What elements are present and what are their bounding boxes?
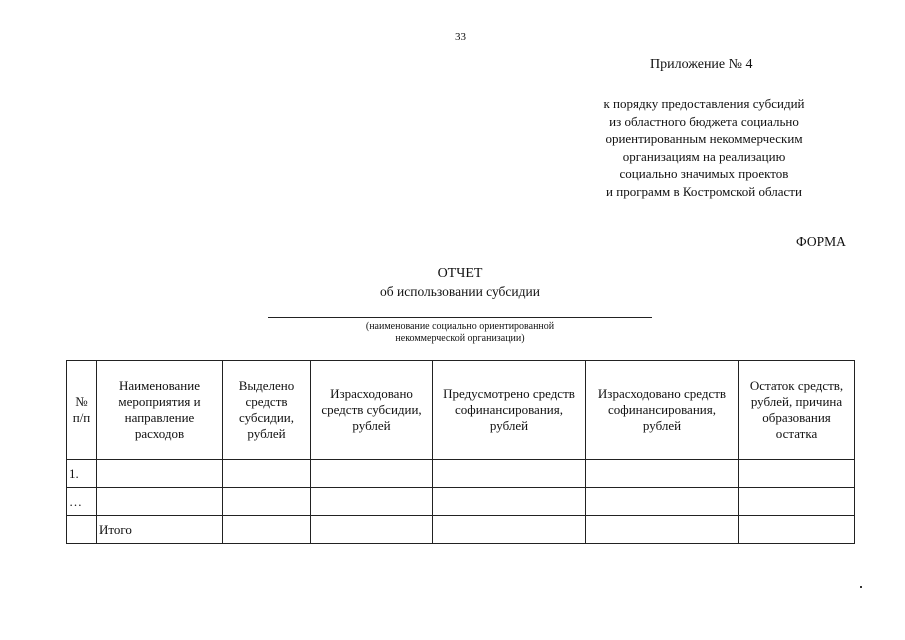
header-planned-cofinancing: Предусмотрено средств софинансирования, рублей bbox=[433, 361, 586, 460]
table-cell[interactable] bbox=[223, 516, 311, 544]
org-name-caption-line: некоммерческой организации) bbox=[395, 333, 525, 344]
appendix-subtitle-line: социально значимых проектов bbox=[619, 166, 789, 181]
appendix-subtitle-line: организациям на реализацию bbox=[622, 148, 786, 164]
header-number: № п/п bbox=[67, 361, 97, 460]
table-row-total bbox=[67, 516, 855, 544]
table-header-row bbox=[67, 361, 855, 460]
page-number: 33 bbox=[455, 31, 466, 43]
scan-speck bbox=[860, 586, 862, 588]
report-table bbox=[66, 360, 855, 544]
appendix-subtitle bbox=[586, 95, 822, 200]
table-cell[interactable] bbox=[433, 488, 586, 516]
table-cell[interactable] bbox=[97, 460, 223, 488]
table-cell[interactable] bbox=[433, 460, 586, 488]
header-remaining-balance: Остаток средств, рублей, причина образования остатка bbox=[739, 361, 855, 460]
report-title: ОТЧЕТ bbox=[437, 266, 483, 281]
table-cell[interactable] bbox=[223, 460, 311, 488]
org-name-fill-line[interactable] bbox=[268, 317, 652, 318]
table-cell[interactable] bbox=[433, 516, 586, 544]
table-cell[interactable] bbox=[311, 460, 433, 488]
table-cell[interactable] bbox=[586, 516, 739, 544]
table-cell[interactable] bbox=[586, 460, 739, 488]
table-row bbox=[67, 460, 855, 488]
appendix-subtitle-line: из областного бюджета социально bbox=[609, 113, 799, 129]
org-name-caption-line: (наименование социально ориентированной bbox=[365, 321, 555, 332]
table-cell: 1. bbox=[67, 460, 97, 488]
org-name-caption bbox=[320, 321, 600, 345]
header-spent-cofinancing: Израсходовано средств софинансирования, рублей bbox=[586, 361, 739, 460]
total-label: Итого bbox=[97, 516, 223, 544]
header-allocated-subsidy: Выделено средств субсидии, рублей bbox=[223, 361, 311, 460]
table-cell[interactable] bbox=[739, 488, 855, 516]
report-subtitle: об использовании субсидии bbox=[380, 284, 540, 299]
appendix-title: Приложение № 4 bbox=[650, 57, 753, 72]
table-cell[interactable] bbox=[739, 460, 855, 488]
table-cell[interactable] bbox=[97, 488, 223, 516]
table-cell[interactable] bbox=[311, 516, 433, 544]
table-cell[interactable] bbox=[223, 488, 311, 516]
appendix-subtitle-line: и программ в Костромской области bbox=[606, 183, 802, 199]
header-activity-name: Наименование мероприятия и направление расходов bbox=[97, 361, 223, 460]
table-cell bbox=[67, 516, 97, 544]
appendix-subtitle-line: к порядку предоставления субсидий bbox=[603, 96, 805, 111]
form-label: ФОРМА bbox=[796, 234, 846, 249]
table-cell[interactable] bbox=[739, 516, 855, 544]
table-cell[interactable] bbox=[311, 488, 433, 516]
table-row bbox=[67, 488, 855, 516]
appendix-subtitle-line: ориентированным некоммерческим bbox=[605, 131, 803, 146]
table-cell[interactable] bbox=[586, 488, 739, 516]
header-spent-subsidy: Израсходовано средств субсидии, рублей bbox=[311, 361, 433, 460]
table-cell: … bbox=[67, 488, 97, 516]
